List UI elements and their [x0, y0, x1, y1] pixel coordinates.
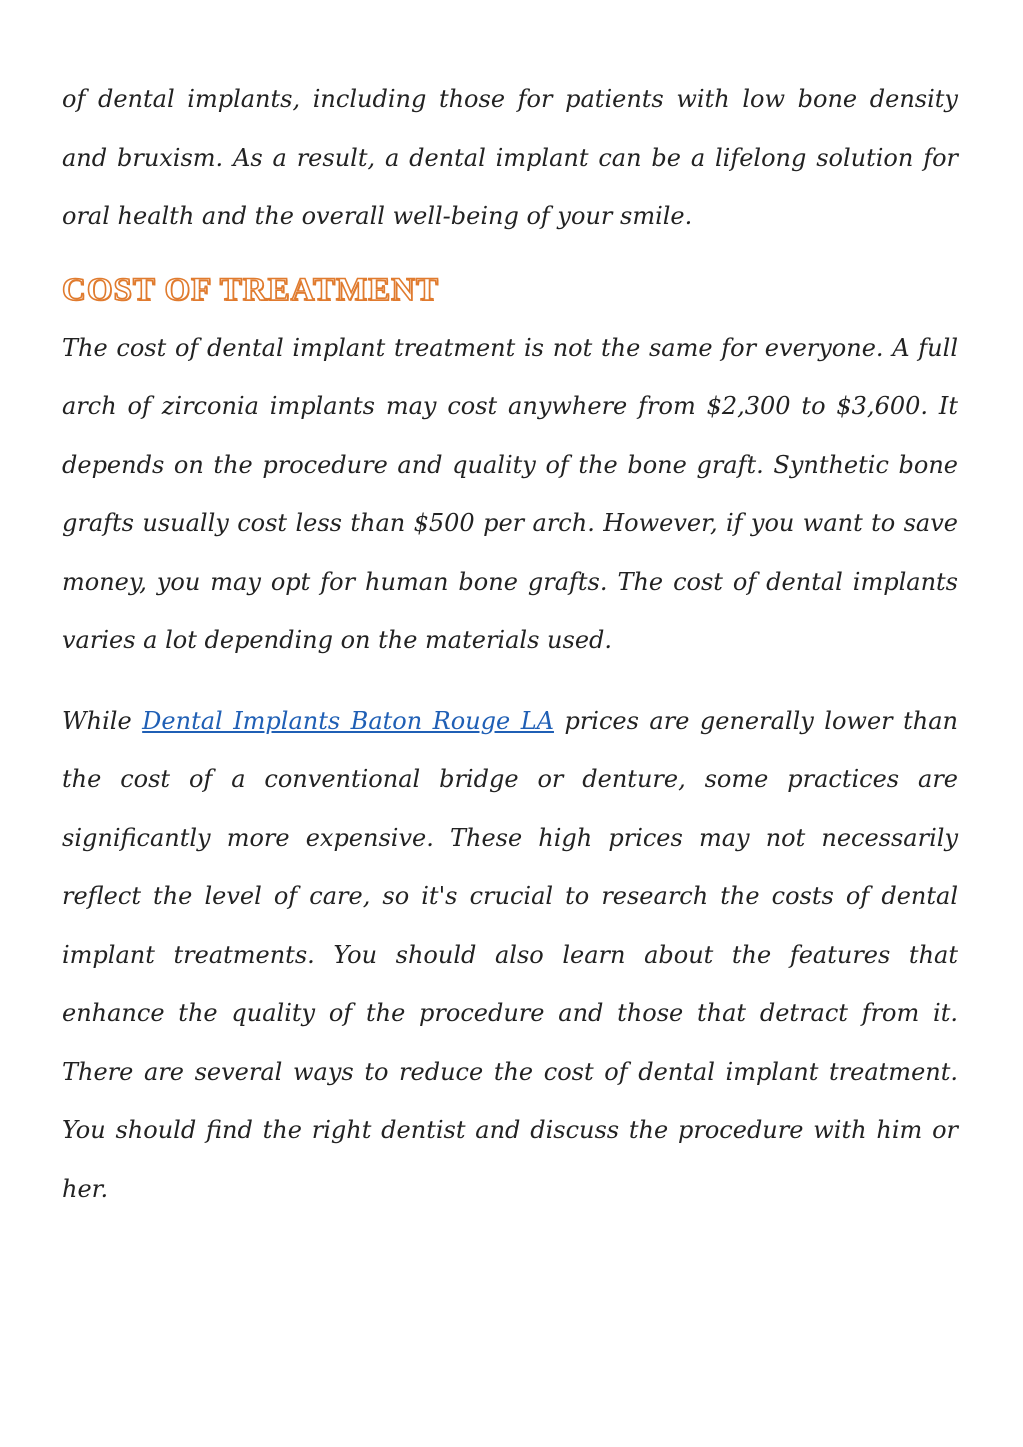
section-heading: COST OF TREATMENT [62, 271, 440, 308]
price-paragraph [62, 692, 958, 1219]
document-page [62, 70, 958, 1218]
dental-implants-link[interactable]: Dental Implants Baton Rouge LA [142, 706, 554, 735]
price-paragraph-rest: prices are generally lower than the cost of a conventional bridge or denture, some practices are significantly more expensive. These high prices may not necessarily reflect the level of care, so it's crucial to research the costs of dental implant treatments. You should also learn about the features that enhance the quality of the procedure and those that detract from it. There are several ways to reduce the cost of dental implant treatment. You should find the right dentist and discuss the procedure with him or her. [62, 706, 958, 1203]
intro-paragraph: of dental implants, including those for patients with low bone density and bruxism. As a result, a dental implant can be a lifelong solution for oral health and the overall well-being of your smile. [62, 85, 958, 230]
cost-paragraph: The cost of dental implant treatment is not the same for everyone. A full arch of zirconia implants may cost anywhere from $2,300 to $3,600. It depends on the procedure and quality of the bone graft. Synthetic bone grafts usually cost less than $500 per arch. However, if you want to save money, you may opt for human bone grafts. The cost of dental implants varies a lot depending on the materials used. [62, 333, 958, 654]
price-paragraph-lead: While [62, 706, 143, 735]
